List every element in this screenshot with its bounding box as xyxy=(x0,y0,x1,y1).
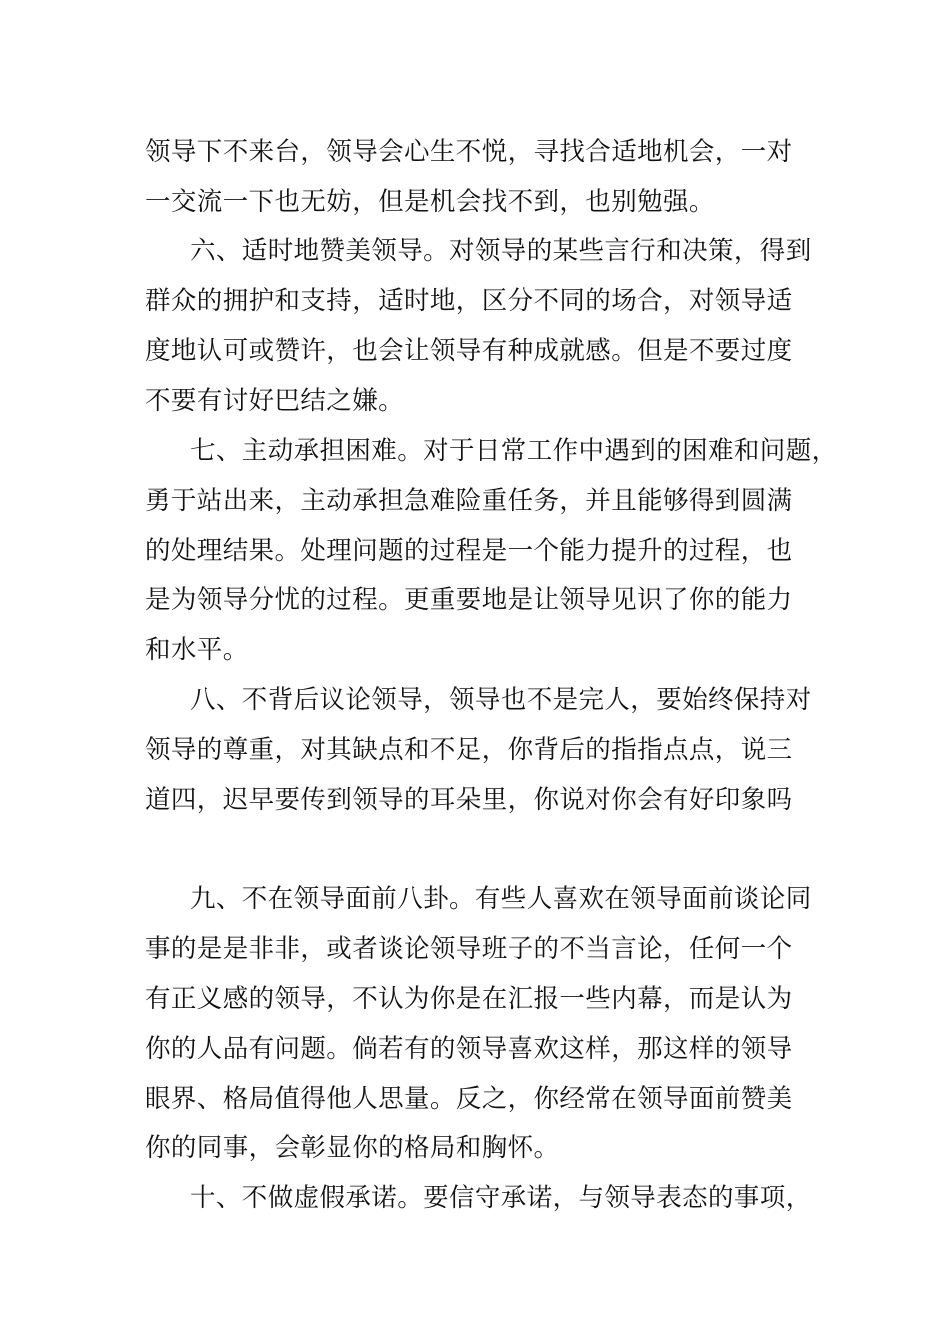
paragraph-six-start: 六、适时地赞美领导。对领导的某些言行和决策，得到 xyxy=(190,236,812,266)
text-line: 和水平。 xyxy=(145,635,249,665)
paragraph-eight-start: 八、不背后议论领导，领导也不是完人，要始终保持对 xyxy=(190,685,812,715)
paragraph-nine-start: 九、不在领导面前八卦。有些人喜欢在领导面前谈论同 xyxy=(190,884,812,914)
text-line: 一交流一下也无妨，但是机会找不到，也别勉强。 xyxy=(145,187,715,217)
text-line: 勇于站出来，主动承担急难险重任务，并且能够得到圆满 xyxy=(145,486,793,516)
paragraph-ten-start: 十、不做虚假承诺。要信守承诺，与领导表态的事项， xyxy=(190,1183,812,1213)
text-line: 不要有讨好巴结之嫌。 xyxy=(145,386,405,416)
text-line: 群众的拥护和支持，适时地，区分不同的场合，对领导适 xyxy=(145,286,793,316)
text-line: 你的同事，会彰显你的格局和胸怀。 xyxy=(145,1133,560,1163)
text-line: 的处理结果。处理问题的过程是一个能力提升的过程，也 xyxy=(145,536,793,566)
text-line: 是为领导分忧的过程。更重要地是让领导见识了你的能力 xyxy=(145,585,793,615)
text-line: 有正义感的领导，不认为你是在汇报一些内幕，而是认为 xyxy=(145,984,793,1014)
text-line: 眼界、格局值得他人思量。反之，你经常在领导面前赞美 xyxy=(145,1084,793,1114)
text-line: 你的人品有问题。倘若有的领导喜欢这样，那这样的领导 xyxy=(145,1034,793,1064)
text-line: 事的是是非非，或者谈论领导班子的不当言论，任何一个 xyxy=(145,934,793,964)
text-line: 道四，迟早要传到领导的耳朵里，你说对你会有好印象吗 xyxy=(145,785,793,815)
text-line: 领导下不来台，领导会心生不悦，寻找合适地机会，一对 xyxy=(145,137,793,167)
text-line: 领导的尊重，对其缺点和不足，你背后的指指点点，说三 xyxy=(145,735,793,765)
paragraph-seven-start: 七、主动承担困难。对于日常工作中遇到的困难和问题， xyxy=(190,436,838,466)
text-line: 度地认可或赞许，也会让领导有种成就感。但是不要过度 xyxy=(145,336,793,366)
